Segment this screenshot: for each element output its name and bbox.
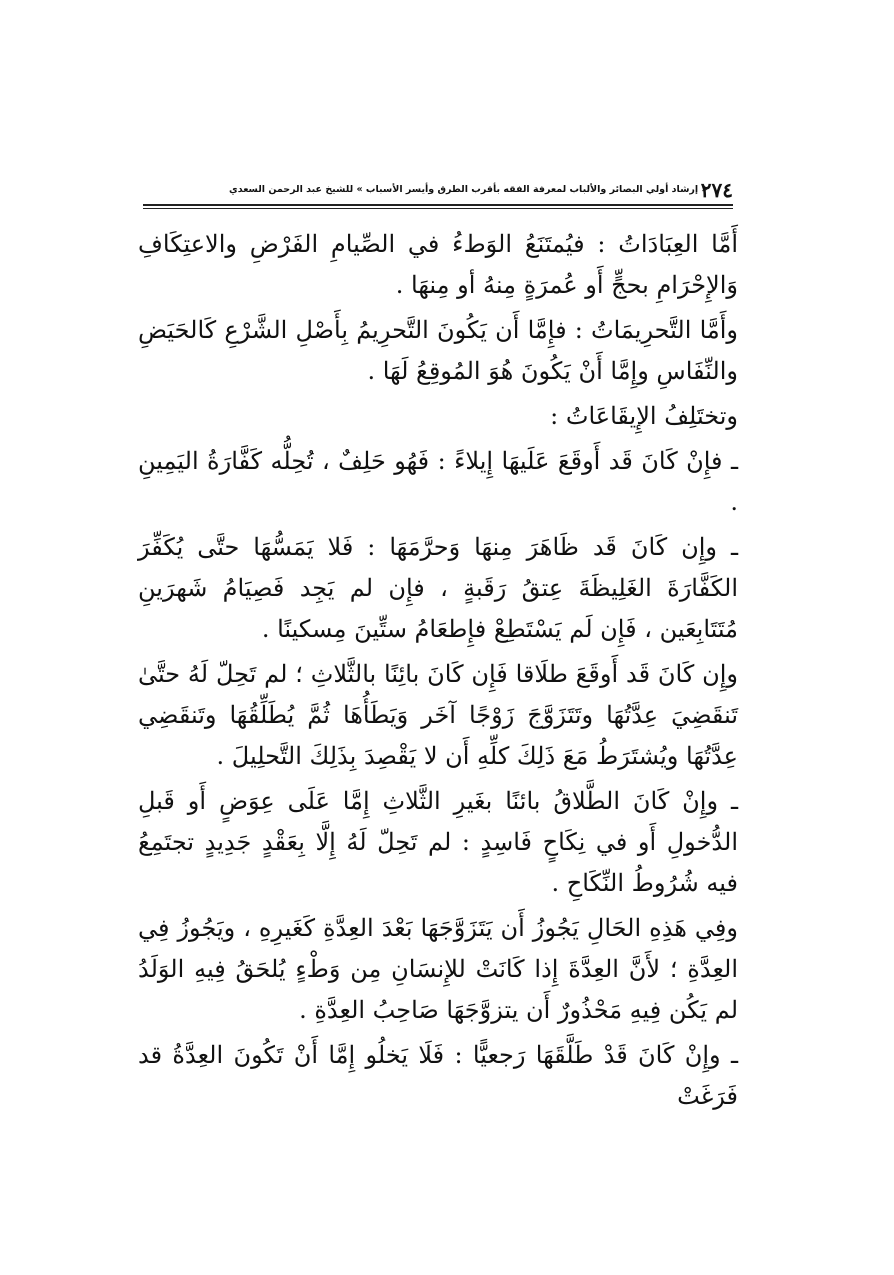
body-text bbox=[138, 224, 738, 1121]
header-rule-thick bbox=[143, 204, 733, 206]
paragraph: وفِي هَذِهِ الحَالِ يَجُوزُ أَن يَتَزَوَّجَهَا بَعْدَ العِدَّةِ كَغَيرِهِ ، ويَجُوزُ فِي العِدَّةِ ؛ لأَنَّ العِدَّةَ إِذا كَانَتْ للإِنسَانِ مِن وَطْءٍ يُلحَقُ فِيهِ الوَلَدُ لم يَكُن فِيهِ مَحْذُورٌ أَن يتزوَّجَهَا صَاحِبُ العِدَّةِ . bbox=[138, 914, 739, 1024]
header-rule-thin bbox=[143, 208, 733, 209]
paragraph: أَمَّا العِبَادَاتُ : فيُمتَنَعُ الوَطءُ في الصِّيامِ الفَرْضِ والاعتِكَافِ وَالإِحْرَامِ بحجٍّ أَو عُمرَةٍ مِنهُ أو مِنهَا . bbox=[138, 230, 738, 299]
page-header bbox=[143, 178, 733, 206]
paragraph: ـ وإِنْ كَانَ الطَّلاقُ بائنًا بغَيرِ الثَّلاثِ إِمَّا عَلَى عِوَضٍ أَو قَبلِ الدُّخولِ أَو في نِكَاحٍ فَاسِدٍ : لم تَحِلّ لَهُ إِلَّا بِعَقْدٍ جَدِيدٍ تجتَمِعُ فيه شُرُوطُ النِّكَاحِ . bbox=[138, 787, 738, 897]
paragraph: ـ وإِنْ كَانَ قَدْ طَلَّقَهَا رَجعيًّا : فَلَا يَخلُو إِمَّا أَنْ تَكُونَ العِدَّةُ قد فَرَغَتْ bbox=[138, 1041, 738, 1110]
paragraph: وإِن كَانَ قَد أَوقَعَ طلَاقا فَإِن كَانَ بائِنًا بالثَّلاثِ ؛ لم تَحِلّ لَهُ حتَّىٰ تَنقَضِيَ عِدَّتُهَا وتَتَزَوَّجَ زَوْجًا آخَر وَيَطَأُهَا ثُمَّ يُطَلِّقُهَا وتَنقَضِي عِدَّتُهَا ويُشتَرَطُ مَعَ ذَلِكَ كلِّهِ أَن لا يَقْصِدَ بِذَلِكَ التَّحلِيلَ . bbox=[138, 660, 738, 770]
paragraph: وتختَلِفُ الإِيقَاعَاتُ : bbox=[550, 402, 738, 430]
paragraph: ـ فإِنْ كَانَ قَد أَوقَعَ عَلَيهَا إِيلاءً : فَهُو حَلِفٌ ، تُحِلُّه كَفَّارَةُ اليَمِينِ . bbox=[138, 447, 738, 516]
paragraph: وأَمَّا التَّحرِيمَاتُ : فإِمَّا أَن يَكُونَ التَّحرِيمُ بِأَصْلِ الشَّرْعِ كَالحَيَضِ والنِّفَاسِ وإِمَّا أَنْ يَكُونَ هُوَ المُوقِعُ لَهَا . bbox=[138, 316, 738, 385]
running-title: « إرشاد أولي البصائر والألباب لمعرفة الفقه بأقرب الطرق وأيسر الأسباب » للشيخ عبد الرحمن السعدي bbox=[229, 184, 708, 195]
page-number: ٢٧٤ bbox=[700, 178, 733, 202]
paragraph: ـ وإِن كَانَ قَد ظَاهَرَ مِنهَا وَحرَّمَهَا : فَلا يَمَسُّهَا حتَّى يُكَفِّرَ الكَفَّارَةَ الغَلِيظَةَ عِتقُ رَقَبةٍ ، فإِن لم يَجِد فَصِيَامُ شَهرَينِ مُتَتَابِعَين ، فَإِن لَم يَسْتَطِعْ فإِطعَامُ ستِّينَ مِسكينًا . bbox=[138, 533, 738, 643]
